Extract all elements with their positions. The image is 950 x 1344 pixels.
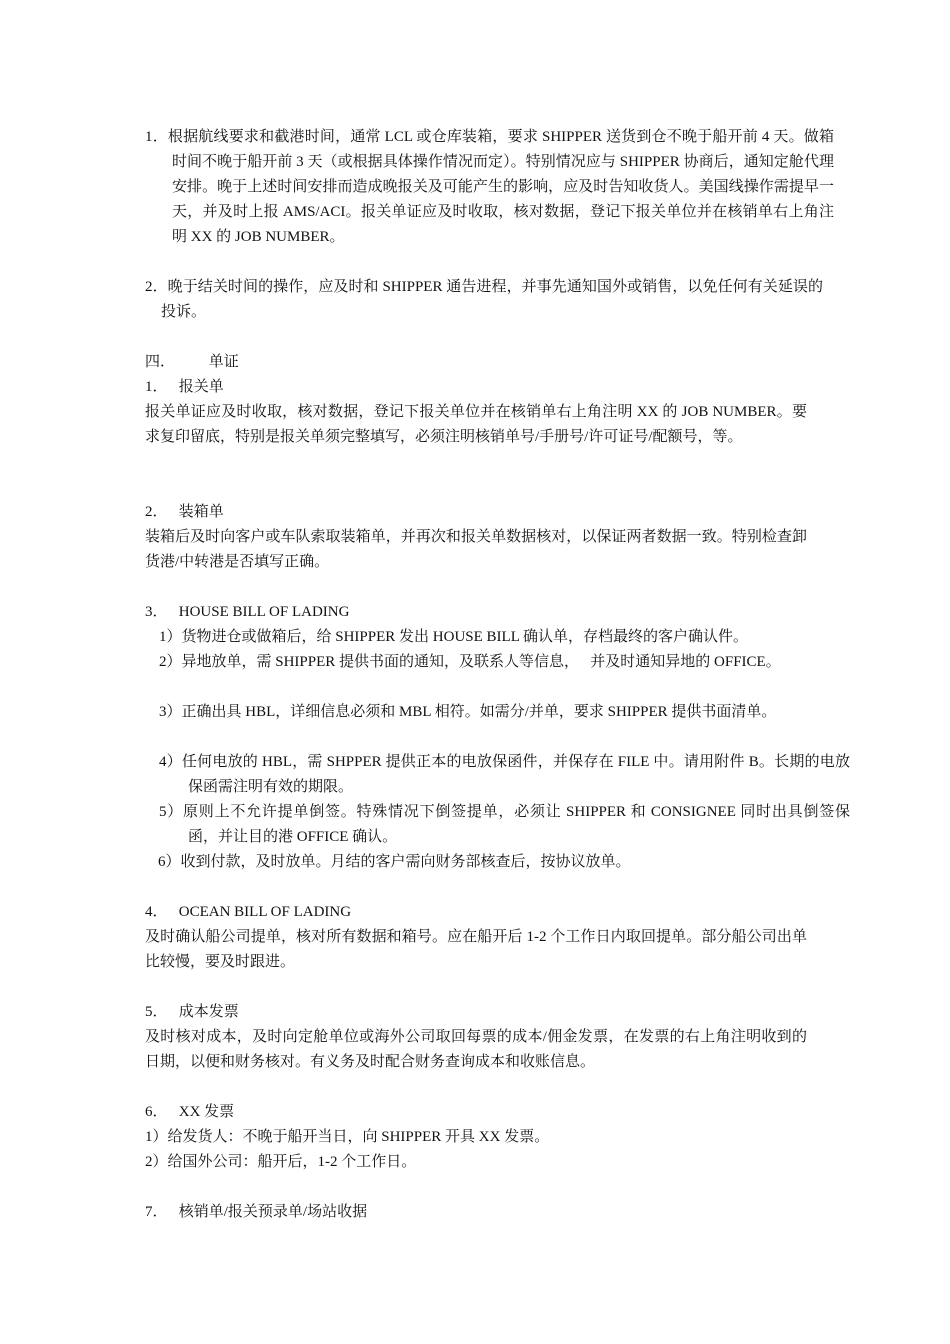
subsection-title-xx-invoice: 6． XX 发票 bbox=[145, 1104, 235, 1120]
list-item-2: 2．晚于结关时间的操作，应及时和 SHIPPER 通告进程，并事先通知国外或销售，以免任何有关延误的投诉。 bbox=[145, 279, 823, 320]
subsection-title-ocean-bl: 4． OCEAN BILL OF LADING bbox=[145, 904, 352, 920]
list-item-invoice-2: 2）给国外公司：船开后，1-2 个工作日。 bbox=[145, 1154, 417, 1170]
subsection-title-cost-invoice: 5． 成本发票 bbox=[145, 1004, 239, 1020]
subsection-title-packing-list: 2． 装箱单 bbox=[145, 504, 224, 520]
section-heading-4: 四． 单证 bbox=[145, 354, 239, 370]
paragraph-cost-invoice: 及时核对成本，及时向定舱单位或海外公司取回每票的成本/佣金发票，在发票的右上角注明收到的日期，以便和财务核对。有义务及时配合财务查询成本和收账信息。 bbox=[145, 1029, 807, 1070]
list-item-hbl-3: 3）正确出具 HBL，详细信息必须和 MBL 相符。如需分/并单，要求 SHIPPER 提供书面清单。 bbox=[159, 704, 777, 720]
list-item-hbl-1: 1）货物进仓或做箱后，给 SHIPPER 发出 HOUSE BILL 确认单，存档最终的客户确认件。 bbox=[159, 629, 749, 645]
list-item-1: 1．根据航线要求和截港时间，通常 LCL 或仓库装箱，要求 SHIPPER 送货到仓不晚于船开前 4 天。做箱时间不晚于船开前 3 天（或根据具体操作情况而定）。特别情况应与 SHIPPER 协商后，通知定舱代理安排。晚于上述时间安排而造成晚报关及可能产生的影响，应及时告知收货人。美国线操作需提早一天，并及时上报 AMS/ACI。报关单证应及时收取，核对数据，登记下报关单位并在核销单右上角注明 XX 的 JOB NUMBER。 bbox=[145, 129, 834, 245]
list-item-hbl-4: 4）任何电放的 HBL，需 SHPPER 提供正本的电放保函件，并保存在 FILE 中。请用附件 B。长期的电放保函需注明有效的期限。 bbox=[159, 754, 850, 795]
paragraph-customs-declaration: 报关单证应及时收取，核对数据，登记下报关单位并在核销单右上角注明 XX 的 JOB NUMBER。要求复印留底，特别是报关单须完整填写，必须注明核销单号/手册号/许可证号/配额号，等。 bbox=[145, 404, 807, 445]
list-item-invoice-1: 1）给发货人：不晚于船开当日，向 SHIPPER 开具 XX 发票。 bbox=[145, 1129, 550, 1145]
paragraph-packing-list: 装箱后及时向客户或车队索取装箱单，并再次和报关单数据核对，以保证两者数据一致。特别检查卸货港/中转港是否填写正确。 bbox=[145, 529, 807, 570]
list-item-hbl-6: 6）收到付款，及时放单。月结的客户需向财务部核查后，按协议放单。 bbox=[158, 854, 631, 870]
subsection-title-customs-declaration: 1． 报关单 bbox=[145, 379, 224, 395]
list-item-hbl-5: 5）原则上不允许提单倒签。特殊情况下倒签提单，必须让 SHIPPER 和 CONSIGNEE 同时出具倒签保函，并让目的港 OFFICE 确认。 bbox=[159, 804, 850, 845]
paragraph-ocean-bl: 及时确认船公司提单，核对所有数据和箱号。应在船开后 1-2 个工作日内取回提单。部分船公司出单比较慢，要及时跟进。 bbox=[145, 929, 807, 970]
subsection-title-house-bl: 3． HOUSE BILL OF LADING bbox=[145, 604, 350, 620]
subsection-title-verification-forms: 7． 核销单/报关预录单/场站收据 bbox=[145, 1204, 368, 1220]
list-item-hbl-2: 2）异地放单，需 SHIPPER 提供书面的通知，及联系人等信息， 并及时通知异地的 OFFICE。 bbox=[159, 654, 781, 670]
